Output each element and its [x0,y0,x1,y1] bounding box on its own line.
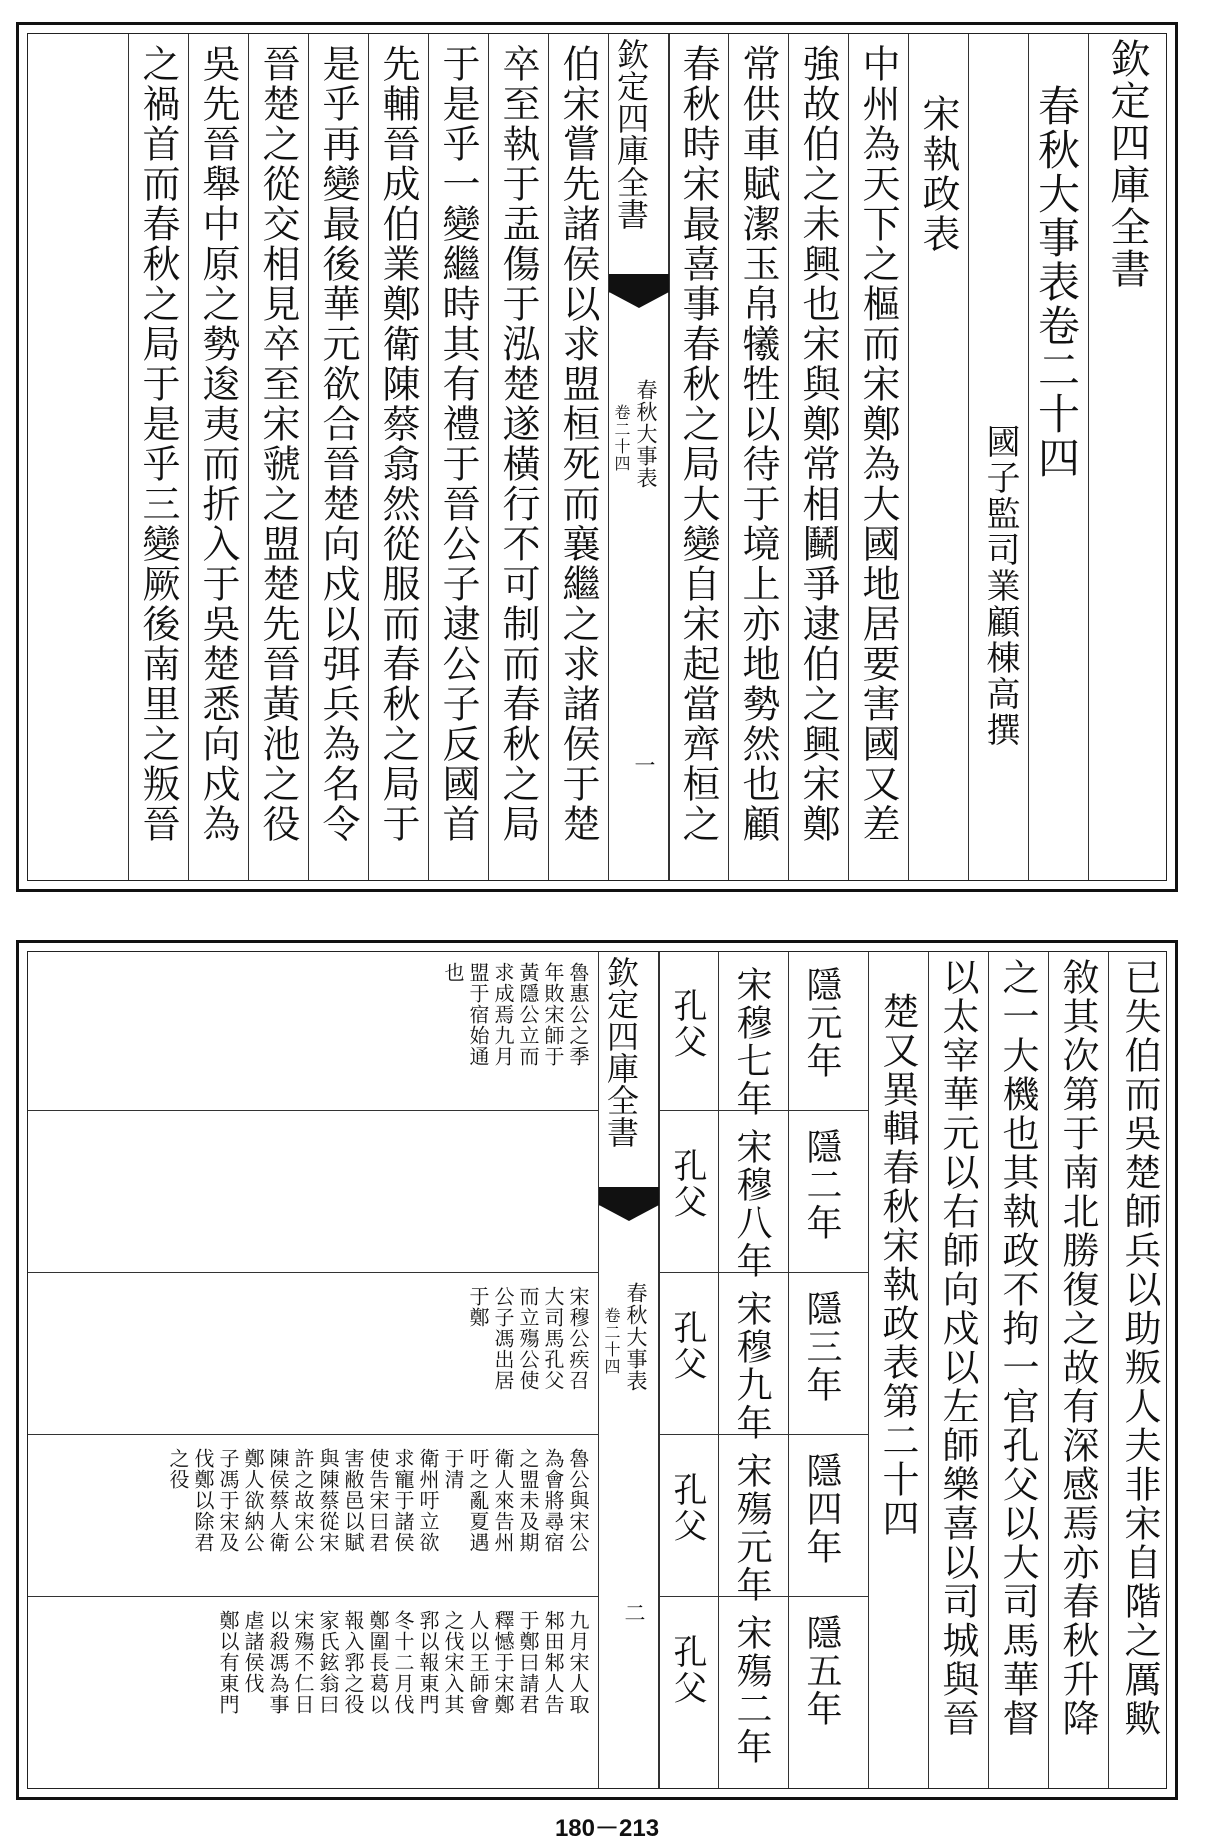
strip-volume: 卷二十四 [612,404,631,472]
text-column [248,34,308,880]
preface-column [988,952,1048,1788]
row-divider [28,1110,598,1111]
text-line-8: 先輔晉成伯業鄭衛陳蔡翕然從服而春秋之局于 [376,44,420,844]
section-title: 宋執政表 [916,94,960,254]
note-line: 公子馮出居 [491,1286,515,1391]
author-line: 國子監司業顧棟高撰 [980,424,1020,748]
song-year: 宋殤二年 [731,1614,772,1766]
preface-line-2: 敘其次第于南北勝復之故有深感焉亦春秋升降 [1056,958,1099,1738]
official-name: 孔父 [667,988,707,1060]
text-column [368,34,428,880]
text-line-2: 強故伯之未興也宋與鄭常相鬭爭逮伯之興宋鄭 [796,44,840,844]
note-line: 于清 [441,1448,465,1490]
song-year: 宋穆九年 [731,1290,772,1442]
note-line: 與陳蔡從宋 [316,1448,340,1553]
lu-year: 隱五年 [801,1614,842,1728]
note-line: 也 [441,962,465,983]
preface-line-1: 已失伯而吳楚師兵以助叛人夫非宋自階之厲歟 [1118,958,1161,1738]
note-line: 人以王師會 [466,1610,490,1715]
bottom-page-frame [27,951,1167,1789]
note-line: 釋憾于宋鄭 [491,1610,515,1715]
note-line: 鄭以有東門 [216,1610,240,1715]
note-line: 魯公與宋公 [566,1448,590,1553]
note-line: 許之故宋公 [291,1448,315,1553]
strip-title: 欽定四庫全書 [612,38,650,230]
text-line-4: 春秋時宋最喜事春秋之局大變自宋起當齊桓之 [676,44,720,844]
note-line: 宋殤不仁日 [291,1610,315,1715]
preface-column [928,952,988,1788]
note-line: 冬十二月伐 [391,1610,415,1715]
text-line-10: 晉楚之從交相見卒至宋虢之盟楚先晉黃池之役 [256,44,300,844]
lu-year: 隱二年 [801,1128,842,1242]
page-number: 180－213 [554,1815,660,1842]
note-line: 陳侯蔡人衛 [266,1448,290,1553]
note-line: 魯惠公之季 [566,962,590,1067]
text-column [548,34,608,880]
text-column [188,34,248,880]
note-line: 宋穆公疾召 [566,1286,590,1391]
text-column [728,34,788,880]
note-line: 吁之亂夏遇 [466,1448,490,1553]
note-line: 于鄭曰請君 [516,1610,540,1715]
row-divider [28,1596,598,1597]
preface-column [1108,952,1170,1788]
margin-title-column [1088,34,1170,880]
note-line: 之伐宋入其 [441,1610,465,1715]
strip-book-title: 春秋大事表 [624,1282,648,1392]
note-line: 求寵于諸侯 [391,1448,415,1553]
note-line: 家氏鉉翁曰 [316,1610,340,1715]
strip-title: 欽定四庫全書 [602,956,640,1148]
center-strip [598,952,660,1788]
bottom-page [16,940,1178,1800]
note-line: 盟于宿始通 [466,962,490,1067]
song-year: 宋穆八年 [731,1128,772,1280]
preface-column [1048,952,1108,1788]
strip-book-title: 春秋大事表 [634,379,658,489]
text-line-6: 卒至執于盂傷于泓楚遂橫行不可制而春秋之局 [496,44,540,844]
book-title: 春秋大事表卷二十四 [1032,84,1081,480]
note-line: 求成焉九月 [491,962,515,1067]
lu-year: 隱四年 [801,1452,842,1566]
text-line-3: 常供車賦潔玉帛犧牲以待于境上亦地勢然也顧 [736,44,780,844]
text-line-7: 于是乎一變繼時其有禮于晉公子逮公子反國首 [436,44,480,844]
note-line: 為會將尋宿 [541,1448,565,1553]
official-name: 孔父 [667,1472,707,1544]
preface-line-3: 之一大機也其執政不拘一官孔父以大司馬華督 [996,958,1039,1738]
text-line-12: 之禍首而春秋之局于是乎三變厥後南里之叛晉 [136,44,180,844]
song-year: 宋殤元年 [731,1452,772,1604]
official-name: 孔父 [667,1634,707,1706]
fish-tail-mark [599,1187,659,1221]
note-line: 之役 [166,1448,190,1490]
note-line: 鄭圍長葛以 [366,1610,390,1715]
text-column [128,34,188,880]
text-line-9: 是乎再變最後華元欲合晉楚向戍以弭兵為名令 [316,44,360,844]
note-line: 鄭人欲納公 [241,1448,265,1553]
top-page [16,22,1178,892]
song-year: 宋穆七年 [731,966,772,1118]
row-divider [28,1272,598,1273]
note-line: 衛人來告州 [491,1448,515,1553]
section-title-column [908,34,968,880]
strip-page-number: 二 [622,1602,646,1624]
blank-column [28,34,128,880]
lu-year: 隱元年 [801,966,842,1080]
preface-column [868,952,928,1788]
note-line: 之盟未及期 [516,1448,540,1553]
preface-line-4: 以太宰華元以右師向戍以左師樂喜以司城與晉 [936,958,979,1738]
note-line: 子馮于宋及 [216,1448,240,1553]
note-line: 衛州吁立欲 [416,1448,440,1553]
fish-tail-mark [609,274,669,308]
note-line: 以殺馮為事 [266,1610,290,1715]
note-line: 使告宋曰君 [366,1448,390,1553]
note-line: 害敝邑以賦 [341,1448,365,1553]
note-line: 而立殤公使 [516,1286,540,1391]
center-strip [608,34,670,880]
preface-line-5: 楚又異輯春秋宋執政表第二十四 [876,992,919,1538]
official-name: 孔父 [667,1148,707,1220]
text-column [848,34,908,880]
note-line: 九月宋人取 [566,1610,590,1715]
official-name: 孔父 [667,1310,707,1382]
book-title-column [1028,34,1088,880]
note-line: 黃隱公立而 [516,962,540,1067]
note-line: 年敗宋師于 [541,962,565,1067]
strip-volume: 卷二十四 [602,1307,621,1375]
text-column [668,34,728,880]
text-column [788,34,848,880]
text-column [428,34,488,880]
note-line: 伐鄭以除君 [191,1448,215,1553]
note-line: 于鄭 [466,1286,490,1328]
strip-page-number: 一 [632,754,656,776]
row-divider [28,1434,598,1435]
text-column [488,34,548,880]
author-column [968,34,1028,880]
note-line: 報入郛之役 [341,1610,365,1715]
note-line: 邾田邾人告 [541,1610,565,1715]
text-line-1: 中州為天下之樞而宋鄭為大國地居要害國又差 [856,44,900,844]
text-line-5: 伯宋嘗先諸侯以求盟桓死而襄繼之求諸侯于楚 [556,44,600,844]
note-line: 虐諸侯伐 [241,1610,265,1694]
note-line: 大司馬孔父 [541,1286,565,1391]
note-line: 郛以報東門 [416,1610,440,1715]
lu-year: 隱三年 [801,1290,842,1404]
text-line-11: 吳先晉舉中原之勢逡夷而折入于吳楚悉向戍為 [196,44,240,844]
top-page-frame [27,33,1167,881]
margin-title: 欽定四庫全書 [1104,38,1150,290]
text-column [308,34,368,880]
